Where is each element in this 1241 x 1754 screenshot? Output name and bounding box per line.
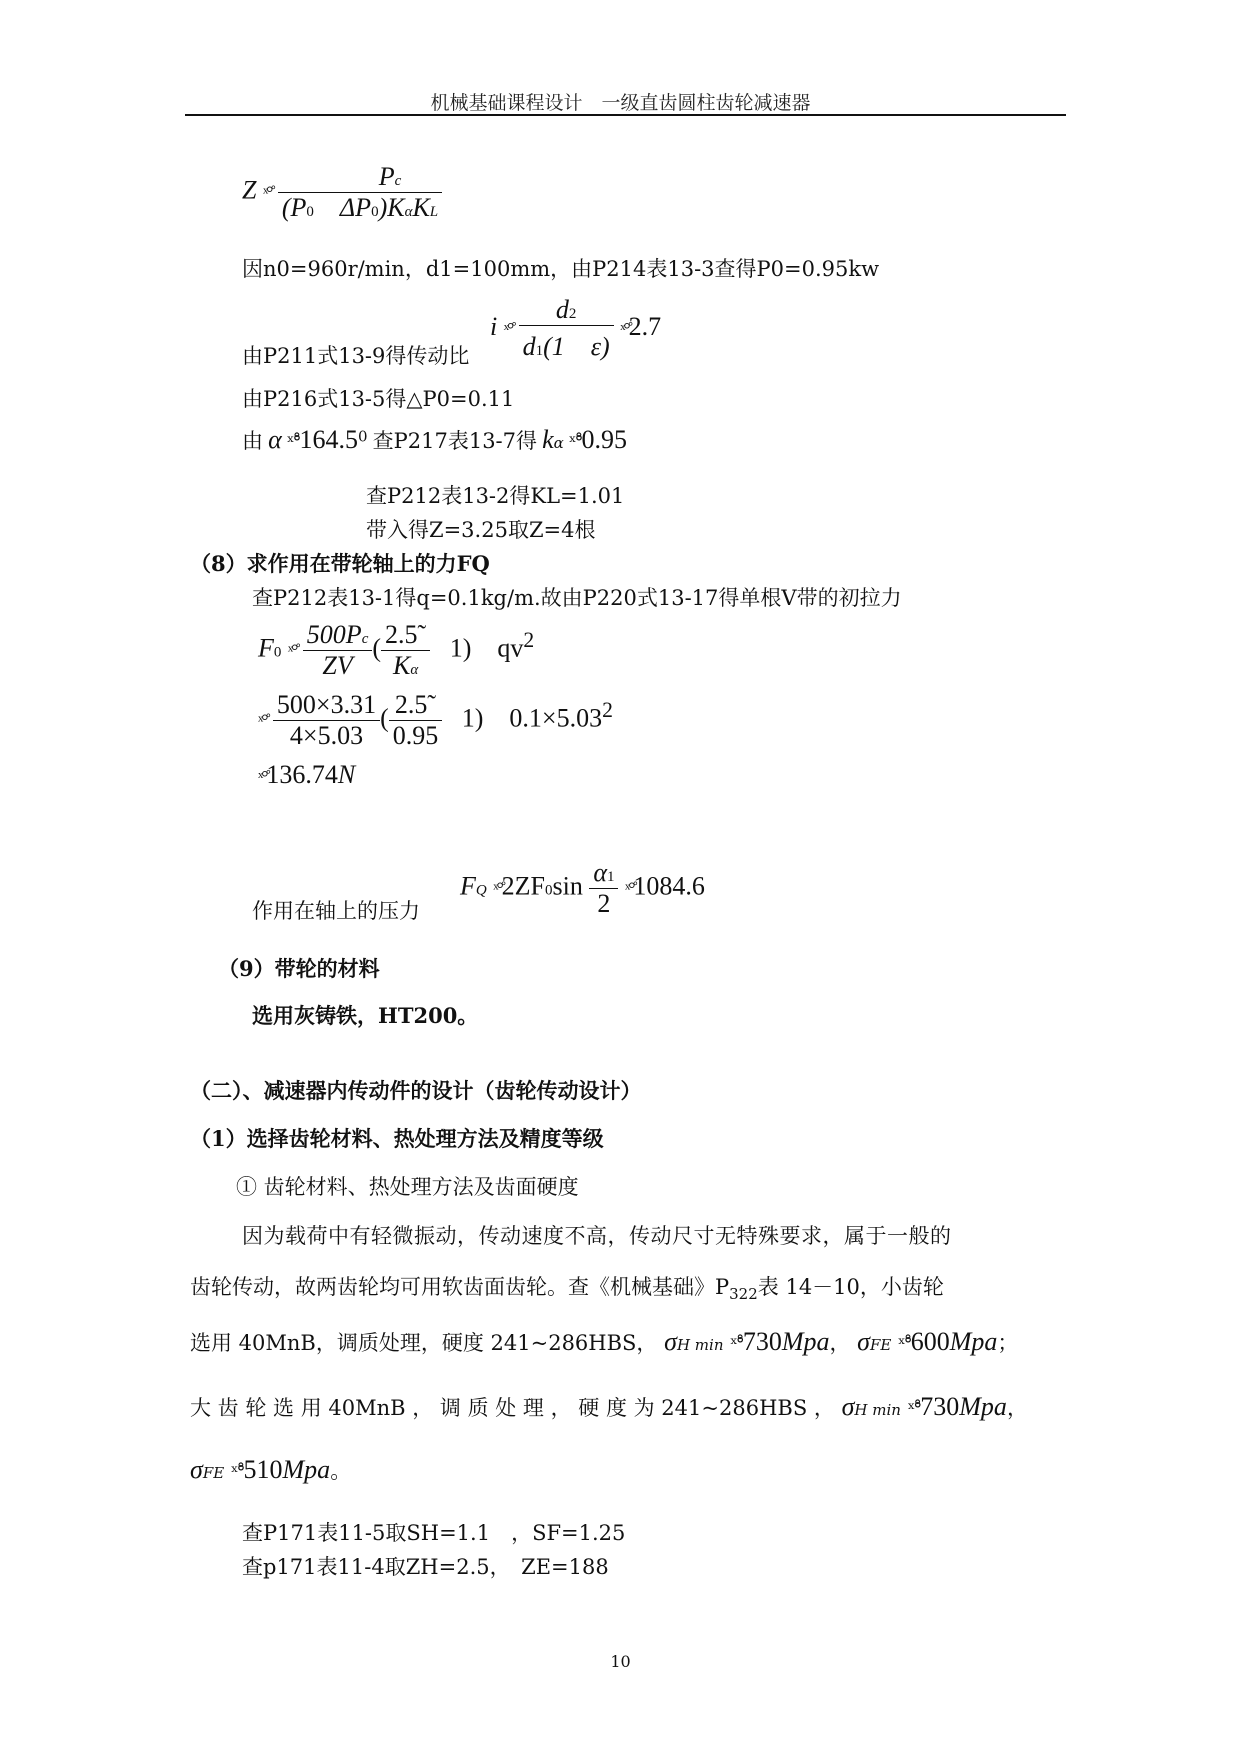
text-fq-label: 作用在轴上的压力 [252,899,420,923]
text-material: 选用灰铸铁，HT200。 [252,1003,479,1028]
text-q: 查P212表13-1得q=0.1kg/m.故由P220式13-17得单根V带的初拉力 [252,586,902,610]
para-line-2: 齿轮传动，故两齿轮均可用软齿面齿轮。查《机械基础》$P_{322}$表 14－10，小齿轮 [190,1275,944,1304]
para-line-4: 大 齿 轮 选 用 40MnB ， 调 质 处 理 ， 硬 度 为 241~286HBS ， σH min ˣ°̊730Mpa， [190,1392,1028,1421]
header-rule [185,114,1066,116]
text-n0: 因n0=960r/min，d1=100mm，由P214表13-3查得P0=0.95kw [242,257,880,281]
text-kl: 查P212表13-2得KL=1.01 [366,484,625,508]
page-header: 机械基础课程设计 一级直齿圆柱齿轮减速器 [430,92,811,114]
text-sh-sf: 查P171表11-5取SH=1.1 ，SF=1.25 [242,1521,626,1545]
para-line-3: 选用 40MnB，调质处理，硬度 241~286HBS， σH min ˣ°̊730Mpa， σFE ˣ°̊600Mpa； [190,1327,1019,1356]
formula-f0: F0 ˣ°̊ $\frac{500Pc}{ZV}$ ( $\frac{2.5˜}{K\alpha}$ 1) $qv^2$ [258,620,535,680]
text-zh-ze: 查p171表11-4取ZH=2.5， ZE=188 [242,1555,609,1579]
subsection-1-title: （1）选择齿轮材料、热处理方法及精度等级 [190,1126,604,1151]
formula-fq: FQ ˣ°̊2ZF0sin $\frac{\alpha 1}{2}$ ˣ°̊1084.6 [460,858,705,918]
section-2-title: （二）、减速器内传动件的设计（齿轮传动设计） [190,1078,642,1103]
formula-f0-substituted: ˣ°̊ $\frac{500\times 3.31}{4\times 5.03}$ ( $\frac{2.5˜}{0.95}$ 1) $0.1\times 5.03^2$ [258,690,613,750]
formula-alpha: 由 α ˣ°̊164.5$^0$ 查P217表13-7得 kα ˣ°̊0.95 [242,425,628,454]
text-z-result: 带入得Z=3.25取Z=4根 [366,518,596,542]
section-9-title: （9）带轮的材料 [218,956,380,981]
text-dp0: 由P216式13-5得△P0=0.11 [242,387,515,411]
para-line-1: 因为载荷中有轻微振动，传动速度不高，传动尺寸无特殊要求，属于一般的 [242,1224,952,1248]
list-item-1: ① 齿轮材料、热处理方法及齿面硬度 [236,1175,579,1199]
section-8-title: （8）求作用在带轮轴上的力FQ [190,551,490,576]
formula-i: i ˣ°̊ $\frac{d2}{d1(1 \varepsilon)}$ ˣ°̊2.7 [490,295,662,361]
formula-f0-result: ˣ°̊136.74N [258,760,356,789]
page-number: 10 [610,1652,631,1671]
formula-z: Z ˣ°̊ $\frac{Pc}{\text{(P0 ΔP0)KαKL}}$ [242,162,442,223]
text-ratio-label: 由P211式13-9得传动比 [242,344,470,368]
para-line-5: σFE ˣ°̊510Mpa。 [190,1455,352,1484]
